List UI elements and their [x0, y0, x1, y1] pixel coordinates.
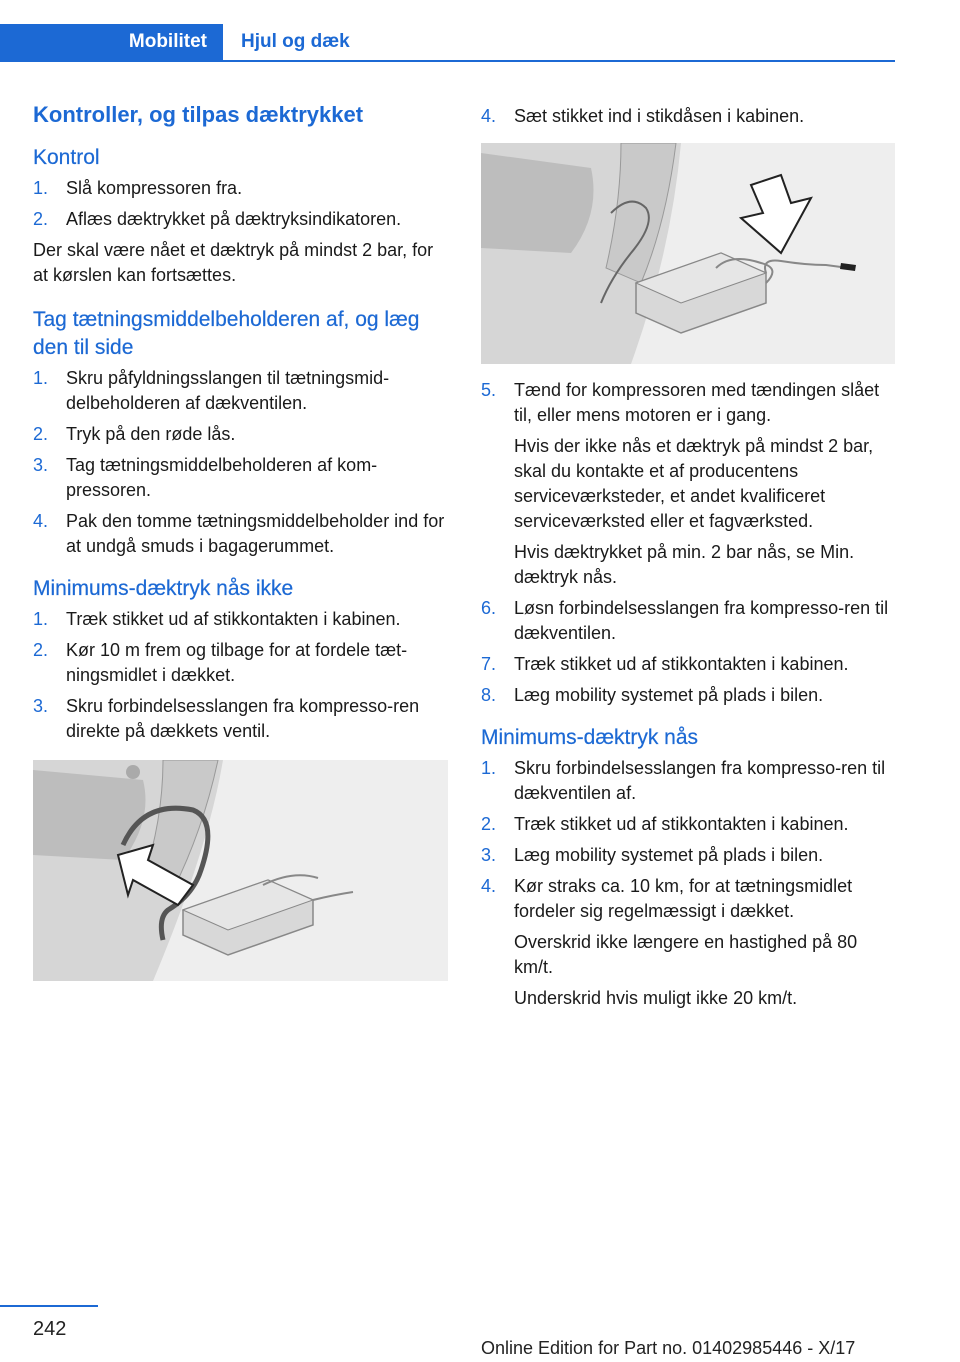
list-item: 8. Læg mobility systemet på plads i bilen. — [481, 685, 824, 705]
edition-note: Online Edition for Part no. 01402985446 - X/17 — [481, 1338, 856, 1358]
right-column — [481, 104, 895, 1027]
page-number: 242 — [33, 1318, 67, 1340]
illustration-compressor-plug — [481, 143, 895, 364]
left-column — [33, 100, 448, 995]
list-item: 1. Træk stikket ud af stikkontakten i kabinen. — [33, 609, 401, 629]
list-tag — [33, 366, 448, 559]
header-rule — [223, 60, 895, 62]
list-minimum-ikke — [33, 607, 448, 744]
tab-mobilitet: Mobilitet — [0, 24, 223, 62]
list-item: 1. Skru forbindelsesslangen fra kompresso-ren til dækventilen af. — [481, 758, 886, 803]
list-item: 6. Løsn forbindelsesslangen fra kompresso-ren til dækventilen. — [481, 598, 889, 643]
heading-kontrol: Kontrol — [33, 146, 100, 169]
list-minimum-naas — [481, 756, 895, 1011]
tire-compressor-illustration — [33, 760, 448, 981]
list-item: 5. Tænd for kompressoren med tændingen slået til, eller mens motoren er i gang. Hvis der ikke nås et dæktryk på mindst 2 bar, skal du kontakte et af producentens serviceværksteder, et andet kvalificeret serviceværksted eller et fagværksted. Hvis dæktrykket på min. 2 bar nås, se Min. dæktryk nås. — [481, 380, 880, 587]
illustration-hose-on-valve — [33, 760, 448, 981]
list-item: 3. Skru forbindelsesslangen fra kompresso-ren direkte på dækkets ventil. — [33, 696, 420, 741]
list-item: 4. Sæt stikket ind i stikdåsen i kabinen. — [481, 106, 805, 126]
list-item: 3. Læg mobility systemet på plads i bilen. — [481, 845, 824, 865]
list-item: 1. Skru påfyldningsslangen til tætningsmid-delbeholderen af dækventilen. — [33, 368, 390, 413]
list-item: 7. Træk stikket ud af stikkontakten i kabinen. — [481, 654, 849, 674]
list-kontrol — [33, 176, 448, 232]
list-item: 2. Træk stikket ud af stikkontakten i kabinen. — [481, 814, 849, 834]
compressor-plug-illustration — [481, 143, 895, 364]
list-item: 4. Kør straks ca. 10 km, for at tætningsmidlet fordeler sig regelmæssigt i dækket. Overskrid ikke længere en hastighed på 80 km/t. Underskrid hvis muligt ikke 20 km/t. — [481, 876, 858, 1008]
page-header — [0, 24, 895, 62]
list-steps-5-8 — [481, 378, 895, 708]
heading-minimum-naas: Minimums-dæktryk nås — [481, 726, 699, 749]
list-item: 1. Slå kompressoren fra. — [33, 178, 243, 198]
list-item: 2. Aflæs dæktrykket på dæktryksindikatoren. — [33, 209, 402, 229]
paragraph: Der skal være nået et dæktryk på mindst 2 bar, for at kørslen kan fortsættes. — [33, 240, 434, 285]
heading-minimum-naas-ikke: Minimums-dæktryk nås ikke — [33, 577, 294, 600]
tab-hjul-og-daek: Hjul og dæk — [241, 31, 350, 52]
list-item: 3. Tag tætningsmiddelbeholderen af kom-pressoren. — [33, 455, 378, 500]
footer-rule — [0, 1305, 98, 1307]
section-title: Kontroller, og tilpas dæktrykket — [33, 102, 364, 127]
list-item: 2. Tryk på den røde lås. — [33, 424, 236, 444]
list-step-4 — [481, 104, 895, 129]
heading-tag-tætningsmiddel: Tag tætningsmiddelbeholderen af, og læg den til side — [33, 308, 420, 359]
list-item: 2. Kør 10 m frem og tilbage for at fordele tæt-ningsmidlet i dækket. — [33, 640, 408, 685]
list-item: 4. Pak den tomme tætningsmiddelbeholder ind for at undgå smuds i bagagerummet. — [33, 511, 445, 556]
